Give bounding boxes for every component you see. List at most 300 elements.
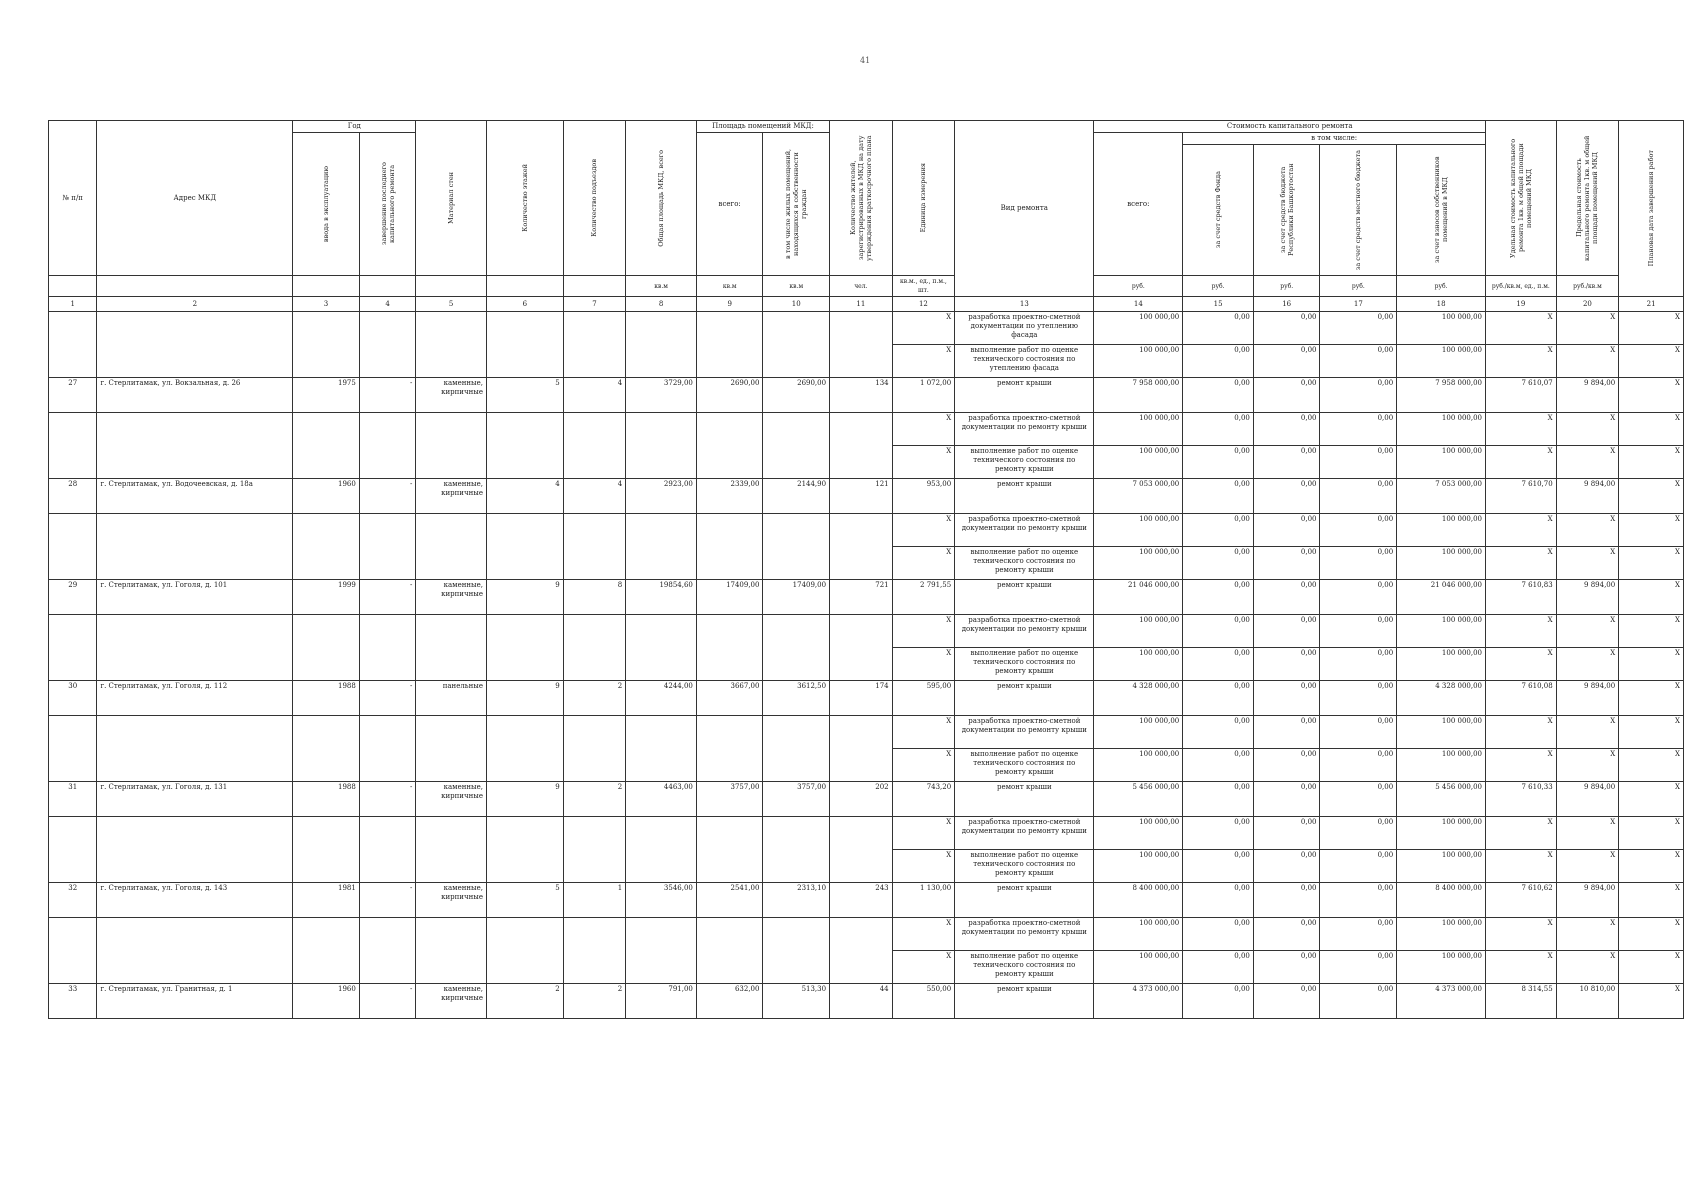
header-local-budget: за счет средств местного бюджета (1320, 145, 1397, 276)
cell-a_all (696, 850, 763, 883)
cell-own: 7 958 000,00 (1397, 378, 1486, 413)
cell-repair (359, 951, 416, 984)
cell-floors (486, 850, 563, 883)
cell-limit: X (1556, 918, 1619, 951)
cell-fund: 0,00 (1183, 446, 1254, 479)
cell-addr: г. Стерлитамак, ул. Гоголя, д. 143 (97, 883, 293, 918)
cell-own: 4 328 000,00 (1397, 681, 1486, 716)
cell-limit: 10 810,00 (1556, 984, 1619, 1019)
unit-cell (563, 276, 626, 297)
header-limit-cost: Предельная стоимость капитального ремонта 1кв. м общей площади помещений МКД (1556, 121, 1619, 276)
unit-cell (486, 276, 563, 297)
unit-cell: кв.м (696, 276, 763, 297)
column-number: 20 (1556, 297, 1619, 312)
cell-local: 0,00 (1320, 951, 1397, 984)
repair-plan-table-container (48, 120, 1684, 1019)
cell-repair (359, 918, 416, 951)
cell-repair: - (359, 580, 416, 615)
cell-num (49, 615, 97, 648)
cell-total: 100 000,00 (1094, 951, 1183, 984)
cell-floors: 9 (486, 681, 563, 716)
column-number: 21 (1619, 297, 1684, 312)
column-number: 4 (359, 297, 416, 312)
cell-fund: 0,00 (1183, 984, 1254, 1019)
cell-addr (97, 413, 293, 446)
cell-local: 0,00 (1320, 580, 1397, 615)
cell-built: 1999 (293, 580, 360, 615)
cell-limit: 9 894,00 (1556, 479, 1619, 514)
cell-unit: 953,00 (892, 479, 955, 514)
cell-repair (359, 312, 416, 345)
cell-repair (359, 716, 416, 749)
cell-a_res (763, 345, 830, 378)
table-row (49, 681, 1684, 716)
cell-num: 31 (49, 782, 97, 817)
cell-local: 0,00 (1320, 615, 1397, 648)
cell-limit: X (1556, 648, 1619, 681)
cell-own: 21 046 000,00 (1397, 580, 1486, 615)
cell-built (293, 648, 360, 681)
cell-fund: 0,00 (1183, 648, 1254, 681)
cell-material (416, 345, 487, 378)
cell-own: 100 000,00 (1397, 648, 1486, 681)
cell-total: 8 400 000,00 (1094, 883, 1183, 918)
column-number: 18 (1397, 297, 1486, 312)
cell-num (49, 446, 97, 479)
cell-built (293, 918, 360, 951)
cell-a_all (696, 446, 763, 479)
column-number: 5 (416, 297, 487, 312)
cell-floors (486, 312, 563, 345)
cell-entr: 4 (563, 479, 626, 514)
cell-a_res (763, 413, 830, 446)
cell-total: 100 000,00 (1094, 615, 1183, 648)
cell-unit: 550,00 (892, 984, 955, 1019)
cell-area (626, 345, 697, 378)
cell-fund: 0,00 (1183, 817, 1254, 850)
cell-spec: X (1486, 951, 1557, 984)
cell-material (416, 413, 487, 446)
column-number: 2 (97, 297, 293, 312)
cell-limit: X (1556, 850, 1619, 883)
cell-area (626, 413, 697, 446)
cell-built: 1960 (293, 984, 360, 1019)
cell-rep: 0,00 (1253, 345, 1320, 378)
cell-fund: 0,00 (1183, 716, 1254, 749)
unit-cell: руб./кв.м, ед., п.м. (1486, 276, 1557, 297)
cell-people (830, 413, 893, 446)
table-body (49, 312, 1684, 1019)
cell-a_all (696, 312, 763, 345)
cell-work: выполнение работ по оценке технического состояния по ремонту крыши (955, 749, 1094, 782)
cell-spec: X (1486, 514, 1557, 547)
header-specific-cost: Удельная стоимость капитального ремонта 1кв. м общей площади помещений МКД (1486, 121, 1557, 276)
cell-total: 100 000,00 (1094, 716, 1183, 749)
table-row (49, 345, 1684, 378)
cell-date: X (1619, 782, 1684, 817)
cell-material: каменные, кирпичные (416, 378, 487, 413)
cell-own: 4 373 000,00 (1397, 984, 1486, 1019)
cell-local: 0,00 (1320, 918, 1397, 951)
cell-local: 0,00 (1320, 817, 1397, 850)
cell-local: 0,00 (1320, 984, 1397, 1019)
cell-floors: 5 (486, 378, 563, 413)
cell-spec: X (1486, 345, 1557, 378)
cell-num (49, 312, 97, 345)
cell-repair (359, 547, 416, 580)
cell-people: 134 (830, 378, 893, 413)
header-floors: Количество этажей (486, 121, 563, 276)
cell-local: 0,00 (1320, 749, 1397, 782)
cell-limit: X (1556, 716, 1619, 749)
table-row (49, 446, 1684, 479)
cell-people (830, 446, 893, 479)
cell-limit: 9 894,00 (1556, 883, 1619, 918)
cell-own: 100 000,00 (1397, 817, 1486, 850)
cell-repair: - (359, 681, 416, 716)
cell-total: 100 000,00 (1094, 749, 1183, 782)
cell-unit: 743,20 (892, 782, 955, 817)
cell-work: выполнение работ по оценке технического состояния по утеплению фасада (955, 345, 1094, 378)
header-republic-budget: за счет средств бюджета Республики Башкортостан (1253, 145, 1320, 276)
cell-repair (359, 850, 416, 883)
header-area-all: всего: (696, 133, 763, 276)
cell-local: 0,00 (1320, 883, 1397, 918)
cell-people (830, 817, 893, 850)
cell-rep: 0,00 (1253, 782, 1320, 817)
cell-people (830, 615, 893, 648)
cell-built: 1988 (293, 681, 360, 716)
cell-area (626, 547, 697, 580)
cell-area (626, 446, 697, 479)
cell-local: 0,00 (1320, 345, 1397, 378)
cell-num: 32 (49, 883, 97, 918)
column-number: 11 (830, 297, 893, 312)
cell-floors (486, 446, 563, 479)
cell-unit: X (892, 446, 955, 479)
unit-cell: руб./кв.м (1556, 276, 1619, 297)
cell-material (416, 615, 487, 648)
cell-num (49, 345, 97, 378)
cell-people (830, 648, 893, 681)
cell-addr (97, 547, 293, 580)
cell-spec: 8 314,55 (1486, 984, 1557, 1019)
cell-spec: X (1486, 615, 1557, 648)
cell-repair (359, 615, 416, 648)
cell-a_res (763, 817, 830, 850)
cell-rep: 0,00 (1253, 378, 1320, 413)
cell-limit: X (1556, 514, 1619, 547)
cell-addr (97, 514, 293, 547)
table-row (49, 479, 1684, 514)
cell-entr (563, 413, 626, 446)
cell-area (626, 817, 697, 850)
cell-rep: 0,00 (1253, 850, 1320, 883)
cell-num (49, 850, 97, 883)
cell-spec: 7 610,70 (1486, 479, 1557, 514)
cell-num (49, 413, 97, 446)
cell-work: выполнение работ по оценке технического состояния по ремонту крыши (955, 648, 1094, 681)
cell-date: X (1619, 716, 1684, 749)
unit-cell: кв.м (626, 276, 697, 297)
cell-people: 121 (830, 479, 893, 514)
cell-a_all (696, 514, 763, 547)
cell-unit: X (892, 716, 955, 749)
cell-entr: 4 (563, 378, 626, 413)
cell-addr (97, 648, 293, 681)
cell-local: 0,00 (1320, 312, 1397, 345)
header-residents: Количество жителей, зарегистрированных в МКД на дату утверждения краткосрочного плана (830, 121, 893, 276)
unit-cell: руб. (1094, 276, 1183, 297)
cell-entr (563, 648, 626, 681)
column-number: 10 (763, 297, 830, 312)
cell-work: ремонт крыши (955, 883, 1094, 918)
cell-unit: 1 072,00 (892, 378, 955, 413)
cell-a_res: 2144,90 (763, 479, 830, 514)
cell-own: 100 000,00 (1397, 514, 1486, 547)
cell-area: 4463,00 (626, 782, 697, 817)
cell-spec: X (1486, 918, 1557, 951)
column-number: 7 (563, 297, 626, 312)
cell-spec: 7 610,83 (1486, 580, 1557, 615)
cell-unit: 595,00 (892, 681, 955, 716)
cell-a_res: 513,30 (763, 984, 830, 1019)
cell-entr (563, 547, 626, 580)
cell-work: ремонт крыши (955, 378, 1094, 413)
cell-entr (563, 951, 626, 984)
cell-area (626, 716, 697, 749)
cell-total: 100 000,00 (1094, 413, 1183, 446)
cell-people (830, 514, 893, 547)
cell-area (626, 312, 697, 345)
table-row (49, 817, 1684, 850)
cell-limit: 9 894,00 (1556, 580, 1619, 615)
cell-limit: X (1556, 749, 1619, 782)
cell-floors (486, 648, 563, 681)
cell-spec: 7 610,08 (1486, 681, 1557, 716)
cell-unit: X (892, 749, 955, 782)
cell-date: X (1619, 547, 1684, 580)
header-built: ввода в эксплуатацию (293, 133, 360, 276)
table-row (49, 984, 1684, 1019)
cell-spec: 7 610,33 (1486, 782, 1557, 817)
cell-num (49, 648, 97, 681)
cell-entr (563, 817, 626, 850)
cell-own: 100 000,00 (1397, 446, 1486, 479)
cell-entr: 8 (563, 580, 626, 615)
cell-spec: X (1486, 850, 1557, 883)
cell-addr (97, 918, 293, 951)
cell-floors (486, 749, 563, 782)
cell-built (293, 615, 360, 648)
unit-cell: кв.м., ед., п.м., шт. (892, 276, 955, 297)
cell-work: разработка проектно-сметной документации по ремонту крыши (955, 413, 1094, 446)
cell-a_res: 2690,00 (763, 378, 830, 413)
cell-a_res (763, 547, 830, 580)
cell-total: 100 000,00 (1094, 547, 1183, 580)
cell-floors (486, 918, 563, 951)
unit-cell (359, 276, 416, 297)
cell-total: 100 000,00 (1094, 312, 1183, 345)
cell-a_res (763, 648, 830, 681)
cell-entr (563, 514, 626, 547)
header-last-repair: завершение последнего капитального ремонта (359, 133, 416, 276)
cell-area (626, 514, 697, 547)
page-number: 41 (860, 56, 871, 65)
cell-material (416, 749, 487, 782)
cell-people (830, 547, 893, 580)
header-incl-group: в том числе: (1183, 133, 1486, 145)
cell-addr (97, 615, 293, 648)
cell-work: разработка проектно-сметной документации по ремонту крыши (955, 615, 1094, 648)
cell-limit: 9 894,00 (1556, 681, 1619, 716)
cell-a_res (763, 514, 830, 547)
cell-material (416, 716, 487, 749)
cell-spec: X (1486, 547, 1557, 580)
cell-area: 3729,00 (626, 378, 697, 413)
cell-a_all: 17409,00 (696, 580, 763, 615)
cell-a_res (763, 951, 830, 984)
unit-cell: чел. (830, 276, 893, 297)
cell-own: 100 000,00 (1397, 850, 1486, 883)
cell-spec: X (1486, 648, 1557, 681)
column-number: 14 (1094, 297, 1183, 312)
table-row (49, 782, 1684, 817)
cell-fund: 0,00 (1183, 681, 1254, 716)
cell-addr: г. Стерлитамак, ул. Гранитная, д. 1 (97, 984, 293, 1019)
cell-addr (97, 749, 293, 782)
header-num: № п/п (49, 121, 97, 276)
cell-repair: - (359, 378, 416, 413)
cell-a_res (763, 749, 830, 782)
cell-material (416, 514, 487, 547)
cell-date: X (1619, 312, 1684, 345)
cell-own: 100 000,00 (1397, 918, 1486, 951)
column-number: 6 (486, 297, 563, 312)
cell-date: X (1619, 648, 1684, 681)
cell-rep: 0,00 (1253, 681, 1320, 716)
cell-floors (486, 951, 563, 984)
cell-area: 791,00 (626, 984, 697, 1019)
cell-date: X (1619, 514, 1684, 547)
cell-local: 0,00 (1320, 681, 1397, 716)
cell-a_res (763, 716, 830, 749)
cell-a_all (696, 951, 763, 984)
cell-fund: 0,00 (1183, 345, 1254, 378)
cell-area (626, 918, 697, 951)
cell-limit: X (1556, 951, 1619, 984)
cell-entr (563, 749, 626, 782)
header-row-1 (49, 121, 1684, 133)
table-row (49, 716, 1684, 749)
cell-date: X (1619, 580, 1684, 615)
cell-num: 27 (49, 378, 97, 413)
cell-num (49, 547, 97, 580)
cell-limit: X (1556, 547, 1619, 580)
cell-work: выполнение работ по оценке технического состояния по ремонту крыши (955, 850, 1094, 883)
cell-own: 100 000,00 (1397, 547, 1486, 580)
cell-people: 243 (830, 883, 893, 918)
cell-num (49, 749, 97, 782)
table-row (49, 850, 1684, 883)
cell-rep: 0,00 (1253, 446, 1320, 479)
cell-entr: 2 (563, 984, 626, 1019)
cell-built (293, 312, 360, 345)
column-number: 13 (955, 297, 1094, 312)
cell-total: 100 000,00 (1094, 918, 1183, 951)
cell-area (626, 648, 697, 681)
cell-a_res: 17409,00 (763, 580, 830, 615)
column-number: 9 (696, 297, 763, 312)
cell-total: 4 373 000,00 (1094, 984, 1183, 1019)
table-row (49, 378, 1684, 413)
cell-a_all: 2690,00 (696, 378, 763, 413)
cell-material (416, 817, 487, 850)
cell-fund: 0,00 (1183, 951, 1254, 984)
cell-built: 1975 (293, 378, 360, 413)
cell-date: X (1619, 378, 1684, 413)
cell-num: 30 (49, 681, 97, 716)
cell-material (416, 951, 487, 984)
cell-spec: X (1486, 749, 1557, 782)
cell-date: X (1619, 413, 1684, 446)
cell-work: ремонт крыши (955, 984, 1094, 1019)
cell-built: 1988 (293, 782, 360, 817)
cell-own: 5 456 000,00 (1397, 782, 1486, 817)
column-number: 8 (626, 297, 697, 312)
cell-people (830, 749, 893, 782)
header-entrances: Количество подъездов (563, 121, 626, 276)
cell-rep: 0,00 (1253, 615, 1320, 648)
cell-floors (486, 817, 563, 850)
cell-date: X (1619, 918, 1684, 951)
cell-local: 0,00 (1320, 648, 1397, 681)
cell-rep: 0,00 (1253, 580, 1320, 615)
cell-total: 100 000,00 (1094, 648, 1183, 681)
cell-spec: X (1486, 446, 1557, 479)
cell-repair: - (359, 883, 416, 918)
header-material: Материал стен (416, 121, 487, 276)
cell-area: 4244,00 (626, 681, 697, 716)
cell-material: панельные (416, 681, 487, 716)
cell-spec: 7 610,07 (1486, 378, 1557, 413)
cell-unit: 2 791,55 (892, 580, 955, 615)
cell-fund: 0,00 (1183, 749, 1254, 782)
cell-unit: X (892, 951, 955, 984)
header-cost-group: Стоимость капитального ремонта (1094, 121, 1486, 133)
cell-local: 0,00 (1320, 716, 1397, 749)
cell-num (49, 514, 97, 547)
cell-entr (563, 918, 626, 951)
unit-cell (97, 276, 293, 297)
cell-num (49, 716, 97, 749)
cell-area (626, 615, 697, 648)
column-numbers-row (49, 297, 1684, 312)
cell-addr (97, 817, 293, 850)
table-row (49, 547, 1684, 580)
header-address: Адрес МКД (97, 121, 293, 276)
cell-limit: X (1556, 345, 1619, 378)
table-row (49, 951, 1684, 984)
cell-built (293, 514, 360, 547)
cell-date: X (1619, 817, 1684, 850)
cell-a_res: 3612,50 (763, 681, 830, 716)
cell-a_res (763, 850, 830, 883)
unit-cell: кв.м (763, 276, 830, 297)
unit-cell (416, 276, 487, 297)
cell-built: 1960 (293, 479, 360, 514)
cell-floors (486, 514, 563, 547)
